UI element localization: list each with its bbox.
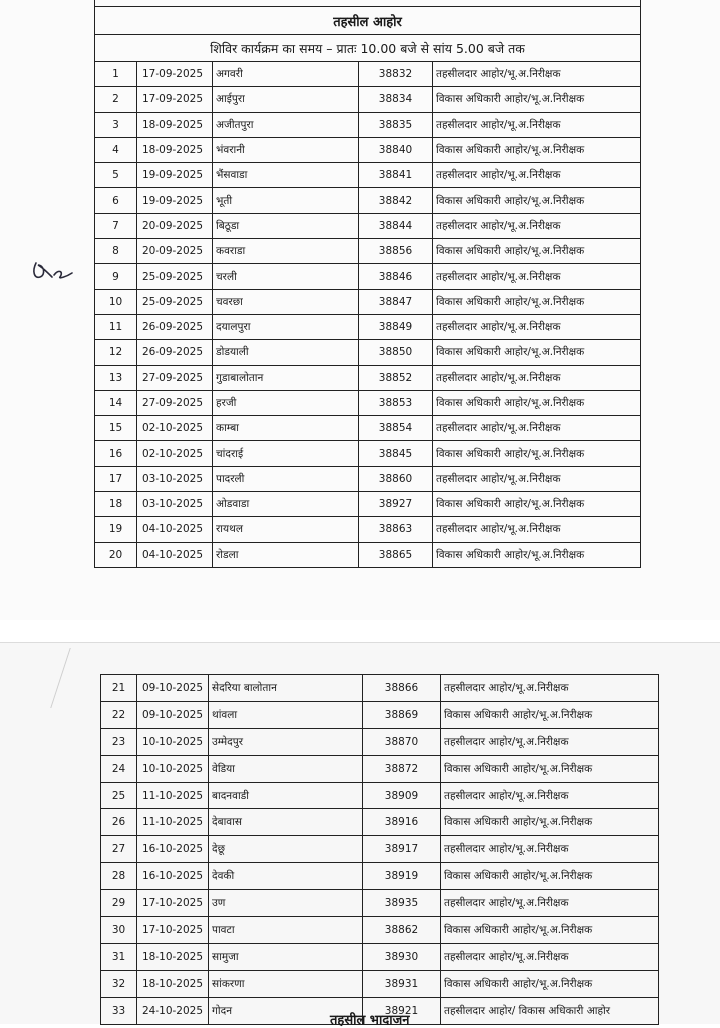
row-village: पावटा (209, 917, 363, 944)
table-row (95, 314, 641, 339)
row-serial: 13 (95, 365, 137, 390)
row-date: 19-09-2025 (137, 163, 213, 188)
row-village: देवकी (209, 863, 363, 890)
row-date: 20-09-2025 (137, 213, 213, 238)
row-officer: विकास अधिकारी आहोर/भू.अ.निरीक्षक (433, 542, 641, 567)
row-village: भंवरानी (213, 137, 359, 162)
table-row (95, 112, 641, 137)
row-village-code: 38841 (359, 163, 433, 188)
table-row (101, 863, 659, 890)
row-village-code: 38935 (363, 890, 441, 917)
row-village-code: 38931 (363, 970, 441, 997)
table-row (95, 289, 641, 314)
row-officer: तहसीलदार आहोर/भू.अ.निरीक्षक (441, 728, 659, 755)
row-serial: 29 (101, 890, 137, 917)
row-village-code: 38840 (359, 137, 433, 162)
row-village: उम्मेदपुर (209, 728, 363, 755)
row-officer: तहसीलदार आहोर/ विकास अधिकारी आहोर (441, 997, 659, 1024)
row-village-code: 38832 (359, 62, 433, 87)
row-date: 16-10-2025 (137, 863, 209, 890)
table-row (95, 441, 641, 466)
row-village-code: 38919 (363, 863, 441, 890)
row-date: 18-09-2025 (137, 137, 213, 162)
row-village: बिठूडा (213, 213, 359, 238)
row-village: ओडवाडा (213, 492, 359, 517)
table-row (95, 239, 641, 264)
row-village: कवराडा (213, 239, 359, 264)
row-date: 19-09-2025 (137, 188, 213, 213)
table-row (95, 542, 641, 567)
row-officer: विकास अधिकारी आहोर/भू.अ.निरीक्षक (433, 340, 641, 365)
row-village: गोदन (209, 997, 363, 1024)
table-row (95, 466, 641, 491)
row-officer: विकास अधिकारी आहोर/भू.अ.निरीक्षक (433, 441, 641, 466)
row-village: दयालपुरा (213, 314, 359, 339)
row-village: सेदरिया बालोतान (209, 675, 363, 702)
row-village: गुडाबालोतान (213, 365, 359, 390)
row-officer: विकास अधिकारी आहोर/भू.अ.निरीक्षक (441, 809, 659, 836)
row-village: पादरली (213, 466, 359, 491)
row-village-code: 38845 (359, 441, 433, 466)
row-village-code: 38921 (363, 997, 441, 1024)
row-date: 27-09-2025 (137, 365, 213, 390)
row-serial: 15 (95, 416, 137, 441)
table-row (101, 701, 659, 728)
row-officer: विकास अधिकारी आहोर/भू.अ.निरीक्षक (433, 137, 641, 162)
row-village-code: 38850 (359, 340, 433, 365)
row-date: 09-10-2025 (137, 675, 209, 702)
row-officer: विकास अधिकारी आहोर/भू.अ.निरीक्षक (433, 188, 641, 213)
table-row (95, 264, 641, 289)
row-serial: 28 (101, 863, 137, 890)
page-gap (0, 620, 720, 642)
row-date: 25-09-2025 (137, 289, 213, 314)
row-village-code: 38872 (363, 755, 441, 782)
row-officer: तहसीलदार आहोर/भू.अ.निरीक्षक (441, 890, 659, 917)
row-officer: तहसीलदार आहोर/भू.अ.निरीक्षक (433, 517, 641, 542)
row-officer: तहसीलदार आहोर/भू.अ.निरीक्षक (441, 943, 659, 970)
row-date: 25-09-2025 (137, 264, 213, 289)
next-section-title: तहसील भादाजन (330, 1013, 410, 1028)
row-serial: 5 (95, 163, 137, 188)
row-serial: 30 (101, 917, 137, 944)
row-date: 10-10-2025 (137, 728, 209, 755)
row-date: 18-10-2025 (137, 943, 209, 970)
row-date: 04-10-2025 (137, 517, 213, 542)
section-title: तहसील आहोर (95, 7, 641, 35)
row-officer: तहसीलदार आहोर/भू.अ.निरीक्षक (433, 365, 641, 390)
table-row (95, 213, 641, 238)
row-serial: 21 (101, 675, 137, 702)
row-officer: तहसीलदार आहोर/भू.अ.निरीक्षक (433, 314, 641, 339)
row-village-code: 38834 (359, 87, 433, 112)
table-row (95, 137, 641, 162)
table-row (101, 755, 659, 782)
row-village-code: 38916 (363, 809, 441, 836)
row-officer: विकास अधिकारी आहोर/भू.अ.निरीक्षक (441, 970, 659, 997)
row-date: 17-10-2025 (137, 890, 209, 917)
row-serial: 32 (101, 970, 137, 997)
row-serial: 16 (95, 441, 137, 466)
row-date: 26-09-2025 (137, 314, 213, 339)
row-date: 02-10-2025 (137, 416, 213, 441)
row-officer: तहसीलदार आहोर/भू.अ.निरीक्षक (433, 466, 641, 491)
row-village-code: 38844 (359, 213, 433, 238)
table-row (101, 836, 659, 863)
row-village: बादनवाडी (209, 782, 363, 809)
row-village: रोडला (213, 542, 359, 567)
row-serial: 31 (101, 943, 137, 970)
row-date: 04-10-2025 (137, 542, 213, 567)
table-row (101, 728, 659, 755)
table-row (95, 492, 641, 517)
row-officer: तहसीलदार आहोर/भू.अ.निरीक्षक (433, 62, 641, 87)
row-officer: तहसीलदार आहोर/भू.अ.निरीक्षक (441, 782, 659, 809)
table-row (95, 188, 641, 213)
table-row (101, 917, 659, 944)
row-officer: तहसीलदार आहोर/भू.अ.निरीक्षक (433, 213, 641, 238)
row-date: 27-09-2025 (137, 390, 213, 415)
row-village-code: 38847 (359, 289, 433, 314)
row-officer: विकास अधिकारी आहोर/भू.अ.निरीक्षक (433, 492, 641, 517)
row-serial: 3 (95, 112, 137, 137)
row-serial: 20 (95, 542, 137, 567)
row-serial: 22 (101, 701, 137, 728)
schedule-note-row (95, 35, 641, 62)
row-officer: विकास अधिकारी आहोर/भू.अ.निरीक्षक (441, 755, 659, 782)
row-officer: विकास अधिकारी आहोर/भू.अ.निरीक्षक (441, 917, 659, 944)
row-village-code: 38869 (363, 701, 441, 728)
row-officer: विकास अधिकारी आहोर/भू.अ.निरीक्षक (433, 289, 641, 314)
row-date: 17-09-2025 (137, 87, 213, 112)
row-date: 02-10-2025 (137, 441, 213, 466)
row-serial: 2 (95, 87, 137, 112)
row-village: चरली (213, 264, 359, 289)
row-date: 11-10-2025 (137, 809, 209, 836)
row-officer: तहसीलदार आहोर/भू.अ.निरीक्षक (433, 264, 641, 289)
handwritten-initial (30, 257, 76, 285)
table-row (95, 390, 641, 415)
table-row (95, 340, 641, 365)
row-village: थांवला (209, 701, 363, 728)
row-village: देछू (209, 836, 363, 863)
row-village: देबावास (209, 809, 363, 836)
row-serial: 7 (95, 213, 137, 238)
table-row (101, 809, 659, 836)
row-serial: 6 (95, 188, 137, 213)
row-officer: विकास अधिकारी आहोर/भू.अ.निरीक्षक (441, 701, 659, 728)
row-serial: 24 (101, 755, 137, 782)
row-serial: 33 (101, 997, 137, 1024)
row-village: चांदराई (213, 441, 359, 466)
row-serial: 27 (101, 836, 137, 863)
row-serial: 11 (95, 314, 137, 339)
row-village: चवरछा (213, 289, 359, 314)
row-village: काम्बा (213, 416, 359, 441)
row-village-code: 38849 (359, 314, 433, 339)
row-village: आईपुरा (213, 87, 359, 112)
table-row (95, 163, 641, 188)
row-date: 11-10-2025 (137, 782, 209, 809)
row-date: 03-10-2025 (137, 466, 213, 491)
row-serial: 12 (95, 340, 137, 365)
row-village-code: 38865 (359, 542, 433, 567)
row-village-code: 38846 (359, 264, 433, 289)
row-date: 03-10-2025 (137, 492, 213, 517)
row-date: 10-10-2025 (137, 755, 209, 782)
row-serial: 14 (95, 390, 137, 415)
table-row (95, 416, 641, 441)
row-date: 16-10-2025 (137, 836, 209, 863)
table-row (95, 365, 641, 390)
row-officer: तहसीलदार आहोर/भू.अ.निरीक्षक (441, 675, 659, 702)
row-officer: विकास अधिकारी आहोर/भू.अ.निरीक्षक (433, 87, 641, 112)
table-row (101, 782, 659, 809)
row-officer: विकास अधिकारी आहोर/भू.अ.निरीक्षक (441, 863, 659, 890)
row-officer: तहसीलदार आहोर/भू.अ.निरीक्षक (433, 163, 641, 188)
row-serial: 26 (101, 809, 137, 836)
row-serial: 17 (95, 466, 137, 491)
row-serial: 8 (95, 239, 137, 264)
row-serial: 4 (95, 137, 137, 162)
row-officer: तहसीलदार आहोर/भू.अ.निरीक्षक (441, 836, 659, 863)
row-village-code: 38870 (363, 728, 441, 755)
row-village-code: 38909 (363, 782, 441, 809)
row-village-code: 38917 (363, 836, 441, 863)
table-row (101, 675, 659, 702)
row-village-code: 38835 (359, 112, 433, 137)
row-village: भूती (213, 188, 359, 213)
row-date: 18-10-2025 (137, 970, 209, 997)
table-row (101, 970, 659, 997)
row-village: डोडयाली (213, 340, 359, 365)
table-row (95, 62, 641, 87)
row-village: रायथल (213, 517, 359, 542)
row-serial: 18 (95, 492, 137, 517)
row-officer: तहसीलदार आहोर/भू.अ.निरीक्षक (433, 112, 641, 137)
row-serial: 1 (95, 62, 137, 87)
row-village-code: 38854 (359, 416, 433, 441)
row-date: 18-09-2025 (137, 112, 213, 137)
row-date: 17-09-2025 (137, 62, 213, 87)
row-date: 24-10-2025 (137, 997, 209, 1024)
row-date: 09-10-2025 (137, 701, 209, 728)
schedule-table-page-1 (94, 0, 641, 568)
table-row (95, 517, 641, 542)
row-village: हरजी (213, 390, 359, 415)
row-serial: 25 (101, 782, 137, 809)
row-serial: 9 (95, 264, 137, 289)
row-date: 17-10-2025 (137, 917, 209, 944)
schedule-note: शिविर कार्यक्रम का समय – प्रातः 10.00 बजे से सांय 5.00 बजे तक (95, 35, 641, 62)
page-edge (0, 642, 720, 643)
row-officer: तहसीलदार आहोर/भू.अ.निरीक्षक (433, 416, 641, 441)
row-village-code: 38842 (359, 188, 433, 213)
row-officer: विकास अधिकारी आहोर/भू.अ.निरीक्षक (433, 390, 641, 415)
row-village-code: 38863 (359, 517, 433, 542)
row-village: उण (209, 890, 363, 917)
row-village: सामुजा (209, 943, 363, 970)
row-village-code: 38856 (359, 239, 433, 264)
row-serial: 23 (101, 728, 137, 755)
table-row (95, 87, 641, 112)
row-serial: 10 (95, 289, 137, 314)
row-village-code: 38860 (359, 466, 433, 491)
row-village: वेडिया (209, 755, 363, 782)
row-date: 20-09-2025 (137, 239, 213, 264)
row-village: सांकरणा (209, 970, 363, 997)
table-row (101, 890, 659, 917)
table-row (101, 943, 659, 970)
schedule-table-page-2 (100, 674, 659, 1025)
row-officer: विकास अधिकारी आहोर/भू.अ.निरीक्षक (433, 239, 641, 264)
section-title-row (95, 7, 641, 35)
row-village-code: 38862 (363, 917, 441, 944)
row-serial: 19 (95, 517, 137, 542)
row-village: भैंसवाडा (213, 163, 359, 188)
row-village-code: 38852 (359, 365, 433, 390)
row-village-code: 38866 (363, 675, 441, 702)
row-date: 26-09-2025 (137, 340, 213, 365)
row-village: अजीतपुरा (213, 112, 359, 137)
row-village-code: 38927 (359, 492, 433, 517)
row-village-code: 38930 (363, 943, 441, 970)
row-village: अगवरी (213, 62, 359, 87)
row-village-code: 38853 (359, 390, 433, 415)
